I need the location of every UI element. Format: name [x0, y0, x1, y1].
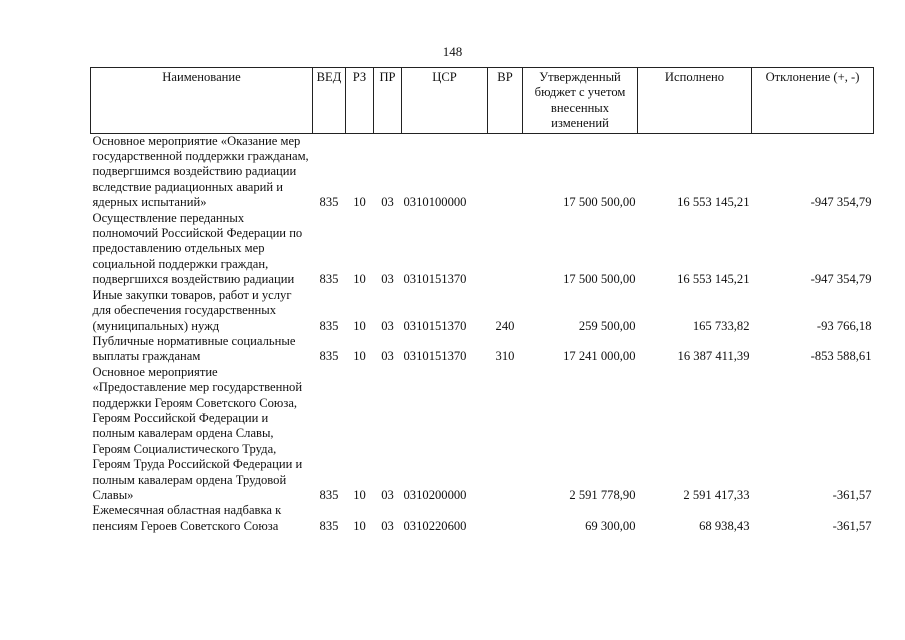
- row-deviation: -947 354,79: [810, 272, 872, 287]
- row-approved: 2 591 778,90: [569, 487, 636, 502]
- row-deviation: -93 766,18: [816, 318, 872, 333]
- header-rz: РЗ: [346, 68, 374, 134]
- header-ved: ВЕД: [313, 68, 346, 134]
- row-deviation: -361,57: [832, 518, 872, 533]
- row-deviation: -361,57: [832, 487, 872, 502]
- row-ved: 835: [319, 349, 339, 364]
- header-pr: ПР: [374, 68, 402, 134]
- row-ved: 835: [319, 318, 339, 333]
- row-vr: 310: [495, 349, 515, 364]
- table-header-row: [91, 68, 874, 134]
- row-vr: 240: [495, 318, 515, 333]
- row-executed: 16 387 411,39: [677, 349, 750, 364]
- header-vr: ВР: [488, 68, 523, 134]
- row-rz: 10: [353, 318, 366, 333]
- table-row: [91, 334, 874, 365]
- row-deviation: -853 588,61: [810, 349, 872, 364]
- row-vr: [488, 365, 523, 504]
- row-pr: 03: [381, 272, 394, 287]
- row-name: Иные закупки товаров, работ и услуг для обеспечения государственных (муниципальных) нужд: [92, 287, 292, 333]
- row-ved: 835: [319, 195, 339, 210]
- row-ved: 835: [319, 487, 339, 502]
- table-row: [91, 365, 874, 504]
- row-pr: 03: [381, 318, 394, 333]
- row-csr: 0310151370: [403, 318, 467, 333]
- page-number: 148: [442, 44, 463, 59]
- table-row: [91, 503, 874, 534]
- row-name: Основное мероприятие «Оказание мер государственной поддержки гражданам, подвергшимся воздействию радиации вследствие радиационных аварий и ядерных испытаний»: [92, 133, 309, 210]
- row-name: Осуществление переданных полномочий Российской Федерации по предоставлению отдельных мер социальной поддержки граждан, подвергшихся воздействию радиации: [92, 210, 303, 287]
- row-rz: 10: [353, 518, 366, 533]
- row-vr: [488, 133, 523, 211]
- row-executed: 16 553 145,21: [677, 195, 750, 210]
- header-name: Наименование: [91, 68, 313, 134]
- row-csr: 0310151370: [403, 272, 467, 287]
- row-name: Ежемесячная областная надбавка к пенсиям Героев Советского Союза: [92, 503, 282, 533]
- row-csr: 0310200000: [403, 487, 467, 502]
- row-pr: 03: [381, 195, 394, 210]
- budget-table: [90, 67, 874, 534]
- row-pr: 03: [381, 349, 394, 364]
- row-name: Основное мероприятие «Предоставление мер государственной поддержки Героям Советского Союза, Героям Российской Федерации и полным кавалерам ордена Славы, Героям Социалистического Труда, Героям Труда Российской Федерации и полным кавалерам ордена Трудовой Славы»: [92, 364, 303, 502]
- row-approved: 69 300,00: [585, 518, 636, 533]
- row-deviation: -947 354,79: [810, 195, 872, 210]
- row-rz: 10: [353, 349, 366, 364]
- row-vr: [488, 503, 523, 534]
- row-approved: 17 241 000,00: [563, 349, 636, 364]
- row-vr: [488, 211, 523, 288]
- row-executed: 68 938,43: [699, 518, 750, 533]
- header-executed: Исполнено: [638, 68, 752, 134]
- row-pr: 03: [381, 487, 394, 502]
- row-pr: 03: [381, 518, 394, 533]
- row-rz: 10: [353, 195, 366, 210]
- row-csr: 0310100000: [403, 195, 467, 210]
- table-row: [91, 211, 874, 288]
- row-ved: 835: [319, 272, 339, 287]
- row-csr: 0310151370: [403, 349, 467, 364]
- row-rz: 10: [353, 487, 366, 502]
- header-approved: Утвержденный бюджет с учетом внесенных изменений: [523, 68, 638, 134]
- table-row: [91, 288, 874, 334]
- header-deviation: Отклонение (+, -): [752, 68, 874, 134]
- row-executed: 165 733,82: [692, 318, 750, 333]
- header-csr: ЦСР: [402, 68, 488, 134]
- row-approved: 17 500 500,00: [563, 272, 636, 287]
- row-approved: 259 500,00: [578, 318, 636, 333]
- row-rz: 10: [353, 272, 366, 287]
- row-executed: 2 591 417,33: [683, 487, 750, 502]
- table-row: [91, 133, 874, 211]
- row-name: Публичные нормативные социальные выплаты гражданам: [92, 333, 296, 364]
- row-executed: 16 553 145,21: [677, 272, 750, 287]
- row-csr: 0310220600: [403, 518, 467, 533]
- row-approved: 17 500 500,00: [563, 195, 636, 210]
- row-ved: 835: [319, 518, 339, 533]
